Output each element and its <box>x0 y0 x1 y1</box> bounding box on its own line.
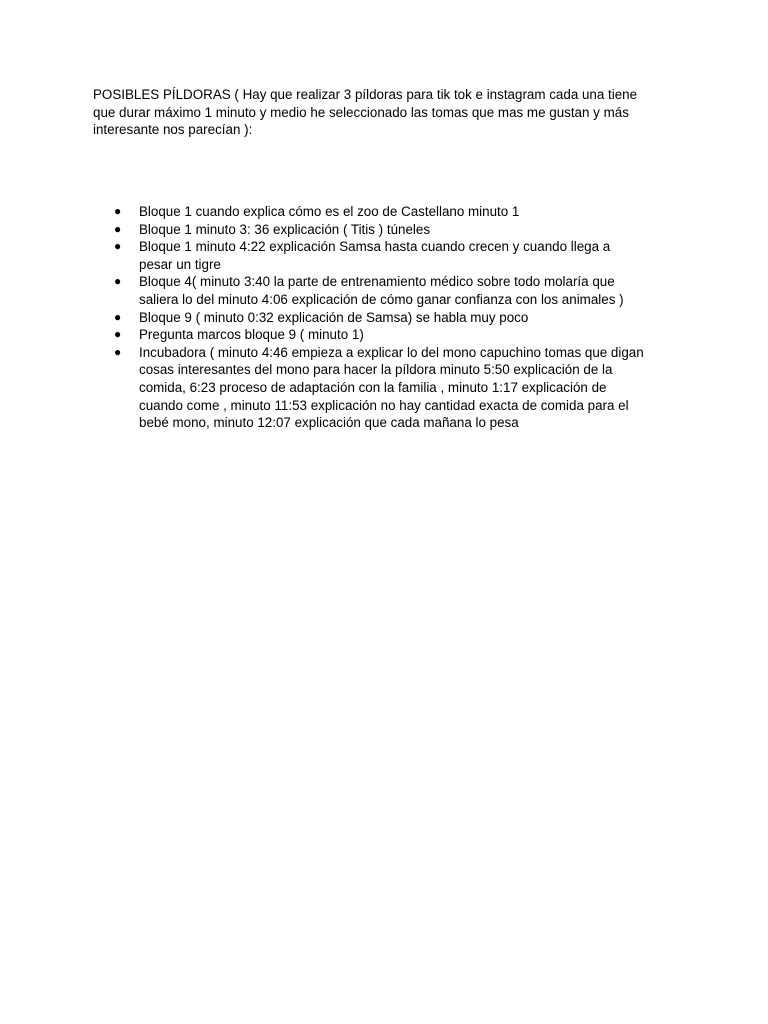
list-item-line: cuando come , minuto 11:53 explicación no hay cantidad exacta de comida para el <box>139 397 629 413</box>
list-item-line: Incubadora ( minuto 4:46 empieza a explicar lo del mono capuchino tomas que digan <box>139 344 644 360</box>
list-item-line: Bloque 9 ( minuto 0:32 explicación de Samsa) se habla muy poco <box>139 309 529 325</box>
bullet-icon: ● <box>114 221 122 236</box>
list-item-line: bebé mono, minuto 12:07 explicación que cada mañana lo pesa <box>139 415 519 431</box>
list-item <box>114 221 679 239</box>
bullet-icon: ● <box>114 309 122 324</box>
intro-paragraph <box>93 86 693 139</box>
bullet-list <box>114 203 679 432</box>
list-item <box>114 273 679 308</box>
list-item-line: cosas interesantes del mono para hacer la píldora minuto 5:50 explicación de la <box>139 362 613 378</box>
list-item <box>114 326 679 344</box>
list-item-line: Bloque 1 minuto 4:22 explicación Samsa hasta cuando crecen y cuando llega a <box>139 239 611 255</box>
list-item-line: Pregunta marcos bloque 9 ( minuto 1) <box>139 327 364 343</box>
bullet-icon: ● <box>114 274 122 289</box>
list-item-line: comida, 6:23 proceso de adaptación con la familia , minuto 1:17 explicación de <box>139 379 607 395</box>
list-item-line: pesar un tigre <box>139 256 221 272</box>
bullet-icon: ● <box>114 327 122 342</box>
list-item-line: Bloque 1 cuando explica cómo es el zoo de Castellano minuto 1 <box>139 204 520 219</box>
bullet-icon: ● <box>114 344 122 359</box>
list-item-line: saliera lo del minuto 4:06 explicación de cómo ganar confianza con los animales ) <box>139 291 624 307</box>
list-item <box>114 344 679 432</box>
list-item <box>114 238 679 273</box>
bullet-icon: ● <box>114 204 122 218</box>
list-item-line: Bloque 1 minuto 3: 36 explicación ( Titis ) túneles <box>139 221 431 237</box>
intro-line: interesante nos parecían ): <box>93 122 253 138</box>
intro-line: POSIBLES PÍLDORAS ( Hay que realizar 3 píldoras para tik tok e instagram cada una tiene <box>93 87 638 102</box>
bullet-icon: ● <box>114 239 122 254</box>
list-item-line: Bloque 4( minuto 3:40 la parte de entrenamiento médico sobre todo molaría que <box>139 274 615 290</box>
list-item <box>114 203 679 221</box>
intro-line: que durar máximo 1 minuto y medio he seleccionado las tomas que mas me gustan y más <box>93 104 629 120</box>
list-item <box>114 309 679 327</box>
